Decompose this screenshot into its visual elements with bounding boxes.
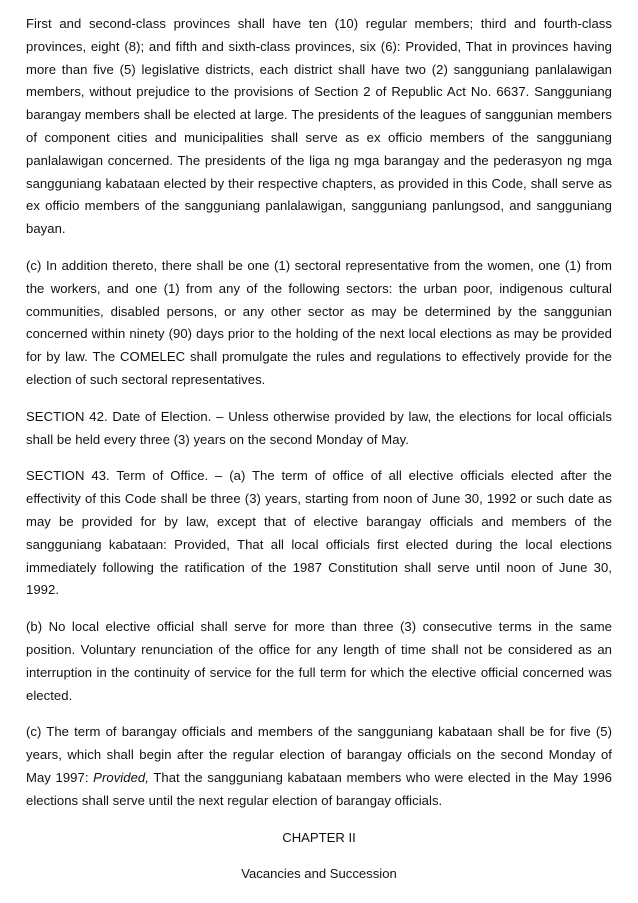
paragraph-section-43-c-start: (c) The term of barangay officials and members of the sangguniang kabataan shall be for five (5) years, which shall begin after the regular election of barangay officials on the second Monday of May 1997: bbox=[26, 724, 612, 785]
paragraph-sectoral-representatives: (c) In addition thereto, there shall be one (1) sectoral representative from the women, one (1) from the workers, and one (1) from any of the following sectors: the urban poor, indigenous cultural communities, disabled persons, or any other sector as may be determined by the sanggunian concerned within ninety (90) days prior to the holding of the next local elections as may be provided for by law. The COMELEC shall promulgate the rules and regulations to effectively provide for the election of such sectoral representatives. bbox=[26, 257, 612, 387]
paragraph-section-43-c-end: That the sangguniang kabataan members who were elected in the May 1996 elections shall serve until the next regular election of barangay officials. bbox=[26, 769, 612, 808]
paragraph-council-membership: First and second-class provinces shall have ten (10) regular members; third and fourth-class provinces, eight (8); and fifth and sixth-class provinces, six (6): Provided, That in provinces having more than five (5) legislative districts, each district shall have two (2) sangguniang panlalawigan members, without prejudice to the provisions of Section 2 of Republic Act No. 6637. Sangguniang barangay members shall be elected at large. The presidents of the leagues of sanggunian members of component cities and municipalities shall serve as ex officio members of the sangguniang panlalawigan concerned. The presidents of the liga ng mga barangay and the pederasyon ng mga sangguniang kabataan elected by their respective chapters, as provided in this Code, shall serve as ex officio members of the sangguniang panlalawigan, sangguniang panlungsod, and sangguniang bayan. bbox=[26, 16, 612, 237]
paragraph-section-43-a: SECTION 43. Term of Office. – (a) The term of office of all elective officials elected after the effectivity of this Code shall be three (3) years, starting from noon of June 30, 1992 or such date as may be provided for by law, except that of elective barangay officials and members of the sangguniang kabataan: Provided, That all local officials first elected during the local elections immediately following the ratification of the 1987 Constitution shall serve until noon of June 30, 1992. bbox=[26, 468, 612, 598]
chapter-title: Vacancies and Succession bbox=[241, 866, 397, 882]
paragraph-section-43-b: (b) No local elective official shall serve for more than three (3) consecutive terms in the same position. Voluntary renunciation of the office for any length of time shall not be considered as an interruption in the continuity of service for the full term for which the elective official concerned was elected. bbox=[26, 619, 612, 703]
paragraph-section-43-c bbox=[26, 721, 612, 812]
document-page bbox=[26, 13, 612, 886]
provided-emphasis: Provided, bbox=[93, 769, 149, 785]
paragraph-section-42: SECTION 42. Date of Election. – Unless otherwise provided by law, the elections for local officials shall be held every three (3) years on the second Monday of May. bbox=[26, 408, 612, 447]
chapter-number: CHAPTER II bbox=[282, 829, 356, 845]
